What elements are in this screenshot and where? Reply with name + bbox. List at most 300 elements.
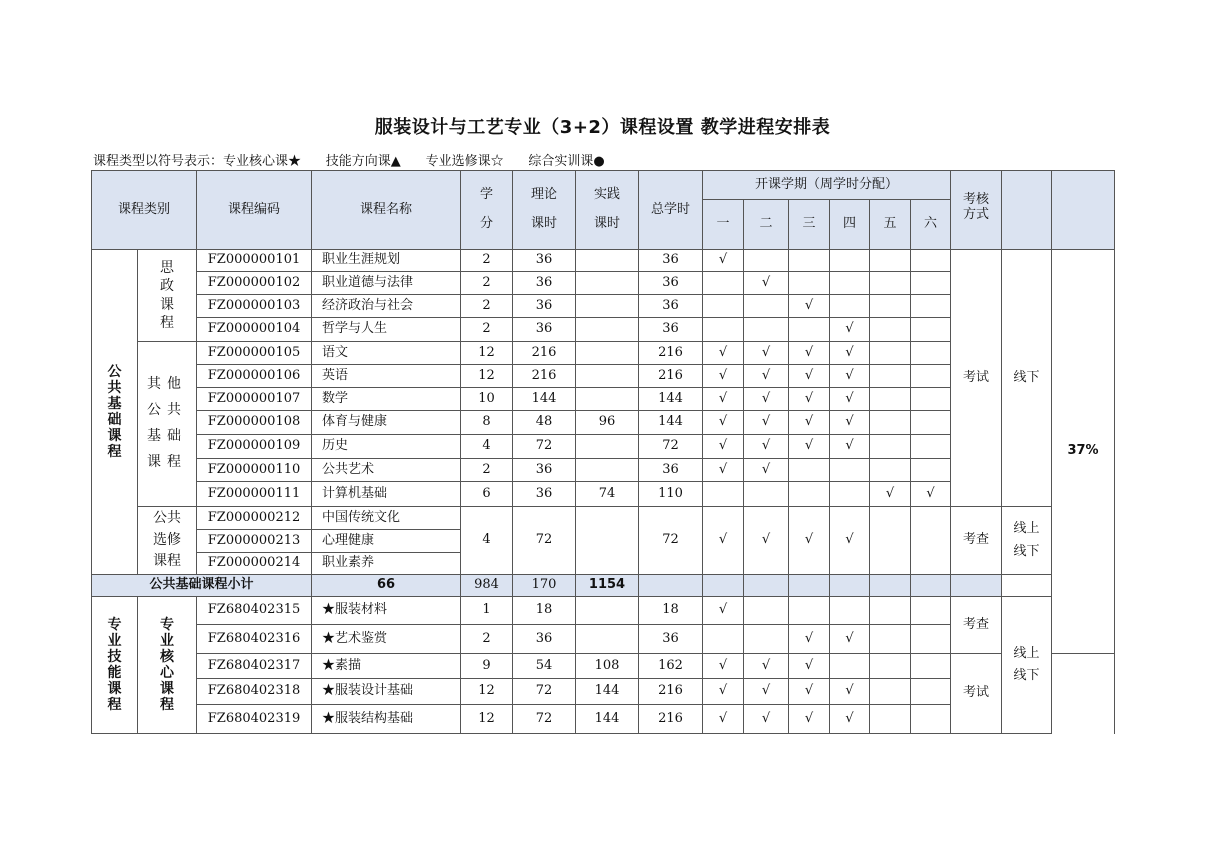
public-row-2-name: 职业道德与法律 xyxy=(312,272,461,295)
public-row-7-semester-1-check: √ xyxy=(703,388,744,411)
public-row-4-semester-5-check xyxy=(870,318,911,342)
subgroup-other-public-line4: 课程 xyxy=(147,453,187,470)
public-row-9-code: FZ000000109 xyxy=(197,435,312,459)
core-row-2-practice xyxy=(576,625,639,654)
public-row-9-credit: 4 xyxy=(461,435,513,459)
subtotal-empty-cell xyxy=(870,575,911,597)
public-row-5-practice xyxy=(576,342,639,365)
public-row-1-credit: 2 xyxy=(461,250,513,272)
public-row-1-code: FZ000000101 xyxy=(197,250,312,272)
subtotal-theory: 984 xyxy=(461,575,513,597)
core-row-3-semester-4-check xyxy=(830,654,870,679)
public-row-5-semester-1-check: √ xyxy=(703,342,744,365)
public-row-2-semester-6-check xyxy=(911,272,951,295)
public-row-8-semester-3-check: √ xyxy=(789,411,830,435)
public-row-5-semester-2-check: √ xyxy=(744,342,789,365)
subtotal-empty-cell xyxy=(789,575,830,597)
core-row-1-semester-6-check xyxy=(911,597,951,625)
elective-semester-6-check xyxy=(911,507,951,575)
public-row-7-semester-6-check xyxy=(911,388,951,411)
public-row-7-practice xyxy=(576,388,639,411)
subtotal-practice: 170 xyxy=(513,575,576,597)
header-credit-line1: 学 xyxy=(480,187,494,203)
subtotal-empty-cell xyxy=(911,575,951,597)
public-row-5-name: 语文 xyxy=(312,342,461,365)
core-row-3-semester-3-check: √ xyxy=(789,654,830,679)
header-semester-group: 开课学期（周学时分配） xyxy=(703,171,951,200)
subgroup-core-char: 心 xyxy=(160,665,174,681)
header-practice-line1: 实践 xyxy=(594,187,621,203)
public-row-3-semester-3-check: √ xyxy=(789,295,830,318)
core-row-4-credit: 12 xyxy=(461,679,513,705)
header-exam-line1: 考核 xyxy=(963,192,990,207)
elective-semester-2-check: √ xyxy=(744,507,789,575)
public-row-1-semester-2-check xyxy=(744,250,789,272)
core-row-1-theory: 18 xyxy=(513,597,576,625)
public-row-4-semester-6-check xyxy=(911,318,951,342)
group-public-char: 基 xyxy=(107,395,122,412)
elective-row-2-code: FZ000000213 xyxy=(197,530,312,553)
subtotal-row xyxy=(92,575,1115,597)
header-code: 课程编码 xyxy=(197,171,312,250)
public-row-5-semester-3-check: √ xyxy=(789,342,830,365)
header-row-1 xyxy=(92,171,1115,200)
public-row-5-semester-6-check xyxy=(911,342,951,365)
public-row-11-total: 110 xyxy=(639,482,703,507)
core-row-4-semester-1-check: √ xyxy=(703,679,744,705)
table-row xyxy=(92,507,1115,530)
public-row-11-semester-4-check xyxy=(830,482,870,507)
public-row-9-semester-5-check xyxy=(870,435,911,459)
public-row-10-practice xyxy=(576,459,639,482)
subgroup-public-elective-line3: 课程 xyxy=(153,553,181,570)
core-row-5-theory: 72 xyxy=(513,705,576,734)
public-row-11-practice: 74 xyxy=(576,482,639,507)
core-row-3-credit: 9 xyxy=(461,654,513,679)
core-row-1-total: 18 xyxy=(639,597,703,625)
public-study-mode: 线下 xyxy=(1002,250,1052,507)
header-semester-5: 五 xyxy=(870,200,911,250)
public-row-10-code: FZ000000110 xyxy=(197,459,312,482)
core-row-3-theory: 54 xyxy=(513,654,576,679)
public-row-6-practice xyxy=(576,365,639,388)
public-row-4-semester-4-check: √ xyxy=(830,318,870,342)
public-row-11-semester-2-check xyxy=(744,482,789,507)
public-row-2-semester-4-check xyxy=(830,272,870,295)
core-row-5-semester-6-check xyxy=(911,705,951,734)
public-row-4-code: FZ000000104 xyxy=(197,318,312,342)
public-row-1-semester-6-check xyxy=(911,250,951,272)
public-row-1-practice xyxy=(576,250,639,272)
subgroup-core-courses xyxy=(138,597,197,734)
core-study-mode-line1: 线上 xyxy=(1013,645,1040,661)
core-row-1-credit: 1 xyxy=(461,597,513,625)
core-row-1-semester-4-check xyxy=(830,597,870,625)
public-row-1-name: 职业生涯规划 xyxy=(312,250,461,272)
elective-credit: 4 xyxy=(461,507,513,575)
subtotal-empty-cell xyxy=(951,575,1002,597)
core-row-2-name: ★艺术鉴赏 xyxy=(312,625,461,654)
public-row-10-semester-1-check: √ xyxy=(703,459,744,482)
public-row-1-semester-4-check xyxy=(830,250,870,272)
public-row-10-semester-4-check xyxy=(830,459,870,482)
core-row-3-total: 162 xyxy=(639,654,703,679)
core-row-1-semester-2-check xyxy=(744,597,789,625)
public-row-1-theory: 36 xyxy=(513,250,576,272)
subtotal-empty-cell xyxy=(703,575,744,597)
public-row-6-semester-5-check xyxy=(870,365,911,388)
core-row-3-practice: 108 xyxy=(576,654,639,679)
public-row-4-total: 36 xyxy=(639,318,703,342)
subgroup-public-elective xyxy=(138,507,197,575)
public-row-11-semester-3-check xyxy=(789,482,830,507)
public-row-5-semester-4-check: √ xyxy=(830,342,870,365)
public-row-3-semester-6-check xyxy=(911,295,951,318)
public-row-6-credit: 12 xyxy=(461,365,513,388)
public-ratio: 37% xyxy=(1052,250,1115,654)
public-row-8-credit: 8 xyxy=(461,411,513,435)
core-row-2-semester-5-check xyxy=(870,625,911,654)
header-exam-line2: 方式 xyxy=(963,206,990,222)
public-row-4-name: 哲学与人生 xyxy=(312,318,461,342)
public-row-10-credit: 2 xyxy=(461,459,513,482)
subgroup-other-public-line1: 其他 xyxy=(147,376,187,393)
public-row-4-practice xyxy=(576,318,639,342)
subtotal-label: 公共基础课程小计 xyxy=(92,575,312,597)
public-row-6-semester-1-check: √ xyxy=(703,365,744,388)
public-row-8-theory: 48 xyxy=(513,411,576,435)
public-row-3-code: FZ000000103 xyxy=(197,295,312,318)
public-row-11-semester-5-check: √ xyxy=(870,482,911,507)
core-row-5-practice: 144 xyxy=(576,705,639,734)
core-row-2-theory: 36 xyxy=(513,625,576,654)
core-row-5-semester-5-check xyxy=(870,705,911,734)
subgroup-public-elective-line2: 选修 xyxy=(153,531,181,548)
public-row-4-semester-2-check xyxy=(744,318,789,342)
public-row-9-theory: 72 xyxy=(513,435,576,459)
header-ratio xyxy=(1052,171,1115,250)
core-row-2-code: FZ680402316 xyxy=(197,625,312,654)
public-row-6-semester-2-check: √ xyxy=(744,365,789,388)
public-row-7-semester-3-check: √ xyxy=(789,388,830,411)
public-row-10-theory: 36 xyxy=(513,459,576,482)
public-row-2-semester-2-check: √ xyxy=(744,272,789,295)
group-public-char: 公 xyxy=(107,363,122,380)
public-row-10-semester-2-check: √ xyxy=(744,459,789,482)
public-row-9-semester-4-check: √ xyxy=(830,435,870,459)
group-professional-char: 技 xyxy=(107,648,122,665)
course-type-legend: 课程类型以符号表示：专业核心课★ 技能方向课▲ 专业选修课☆ 综合实训课● xyxy=(93,154,605,169)
elective-semester-3-check: √ xyxy=(789,507,830,575)
header-theory-line2: 课时 xyxy=(531,216,558,231)
subtotal-empty-cell xyxy=(744,575,789,597)
header-credit-line2: 分 xyxy=(480,216,494,231)
elective-study-mode-line2: 线下 xyxy=(1013,543,1040,559)
public-row-4-semester-3-check xyxy=(789,318,830,342)
core-row-2-semester-6-check xyxy=(911,625,951,654)
core-row-3-semester-6-check xyxy=(911,654,951,679)
public-row-11-theory: 36 xyxy=(513,482,576,507)
public-row-5-semester-5-check xyxy=(870,342,911,365)
public-row-11-code: FZ000000111 xyxy=(197,482,312,507)
public-row-7-semester-4-check: √ xyxy=(830,388,870,411)
header-theory-line1: 理论 xyxy=(531,187,558,203)
core-row-3-name: ★素描 xyxy=(312,654,461,679)
subgroup-core-char: 专 xyxy=(160,616,174,633)
subgroup-ideology-char: 思 xyxy=(160,260,174,277)
group-professional-char: 能 xyxy=(107,665,122,681)
header-mode xyxy=(1002,171,1052,250)
header-total: 总学时 xyxy=(639,171,703,250)
public-row-3-semester-2-check xyxy=(744,295,789,318)
core-row-5-name: ★服装结构基础 xyxy=(312,705,461,734)
header-semester-6: 六 xyxy=(911,200,951,250)
elective-semester-1-check: √ xyxy=(703,507,744,575)
core-row-2-total: 36 xyxy=(639,625,703,654)
public-row-6-code: FZ000000106 xyxy=(197,365,312,388)
group-professional-char: 业 xyxy=(107,632,122,649)
subgroup-ideology xyxy=(138,250,197,342)
group-public-char: 课 xyxy=(107,428,122,445)
public-row-9-semester-3-check: √ xyxy=(789,435,830,459)
public-row-8-total: 144 xyxy=(639,411,703,435)
group-professional-char: 课 xyxy=(107,681,122,698)
elective-total: 72 xyxy=(639,507,703,575)
public-row-5-credit: 12 xyxy=(461,342,513,365)
public-row-7-semester-5-check xyxy=(870,388,911,411)
public-row-1-semester-5-check xyxy=(870,250,911,272)
public-row-3-practice xyxy=(576,295,639,318)
public-row-3-semester-5-check xyxy=(870,295,911,318)
elective-row-1-code: FZ000000212 xyxy=(197,507,312,530)
public-row-6-semester-4-check: √ xyxy=(830,365,870,388)
public-row-5-total: 216 xyxy=(639,342,703,365)
public-row-9-total: 72 xyxy=(639,435,703,459)
core-row-4-semester-2-check: √ xyxy=(744,679,789,705)
header-credit xyxy=(461,171,513,250)
public-row-11-semester-6-check: √ xyxy=(911,482,951,507)
public-row-3-total: 36 xyxy=(639,295,703,318)
subtotal-empty-cell xyxy=(830,575,870,597)
public-row-1-semester-1-check: √ xyxy=(703,250,744,272)
core-row-3-semester-1-check: √ xyxy=(703,654,744,679)
core-study-mode-line2: 线下 xyxy=(1013,668,1040,683)
core-row-2-semester-4-check: √ xyxy=(830,625,870,654)
subtotal-credit: 66 xyxy=(312,575,461,597)
public-row-3-theory: 36 xyxy=(513,295,576,318)
subgroup-ideology-char: 课 xyxy=(160,296,174,313)
public-row-3-credit: 2 xyxy=(461,295,513,318)
public-row-3-semester-4-check xyxy=(830,295,870,318)
public-row-2-practice xyxy=(576,272,639,295)
public-row-9-practice xyxy=(576,435,639,459)
elective-study-mode-line1: 线上 xyxy=(1013,521,1040,537)
core-row-5-code: FZ680402319 xyxy=(197,705,312,734)
table-row xyxy=(92,597,1115,625)
header-semester-3: 三 xyxy=(789,200,830,250)
core-row-2-credit: 2 xyxy=(461,625,513,654)
public-row-4-theory: 36 xyxy=(513,318,576,342)
public-row-8-semester-2-check: √ xyxy=(744,411,789,435)
table-body xyxy=(92,171,1115,734)
table-row xyxy=(92,654,1115,679)
subgroup-ideology-char: 程 xyxy=(160,314,174,331)
public-row-8-practice: 96 xyxy=(576,411,639,435)
public-row-2-theory: 36 xyxy=(513,272,576,295)
group-professional-courses xyxy=(92,597,138,734)
public-row-7-code: FZ000000107 xyxy=(197,388,312,411)
public-row-6-semester-3-check: √ xyxy=(789,365,830,388)
core-row-2-semester-1-check xyxy=(703,625,744,654)
subgroup-core-char: 业 xyxy=(160,632,174,649)
elective-semester-5-check xyxy=(870,507,911,575)
public-row-10-total: 36 xyxy=(639,459,703,482)
public-row-4-semester-1-check xyxy=(703,318,744,342)
course-schedule-table xyxy=(91,170,1115,734)
subtotal-total: 1154 xyxy=(576,575,639,597)
public-row-10-semester-3-check xyxy=(789,459,830,482)
core-row-4-practice: 144 xyxy=(576,679,639,705)
core-study-mode xyxy=(1002,597,1052,734)
elective-theory: 72 xyxy=(513,507,576,575)
core-row-4-semester-5-check xyxy=(870,679,911,705)
public-row-2-semester-3-check xyxy=(789,272,830,295)
core-row-5-credit: 12 xyxy=(461,705,513,734)
elective-exam-method: 考查 xyxy=(951,507,1002,575)
core-exam-method-b: 考试 xyxy=(951,654,1002,734)
subgroup-other-public xyxy=(138,342,197,507)
public-row-11-semester-1-check xyxy=(703,482,744,507)
public-row-7-name: 数学 xyxy=(312,388,461,411)
public-row-5-theory: 216 xyxy=(513,342,576,365)
public-row-7-total: 144 xyxy=(639,388,703,411)
public-row-9-semester-1-check: √ xyxy=(703,435,744,459)
core-row-4-code: FZ680402318 xyxy=(197,679,312,705)
public-row-10-name: 公共艺术 xyxy=(312,459,461,482)
public-row-6-semester-6-check xyxy=(911,365,951,388)
public-row-6-name: 英语 xyxy=(312,365,461,388)
core-row-4-semester-4-check: √ xyxy=(830,679,870,705)
subgroup-other-public-line3: 基础 xyxy=(147,428,187,444)
group-professional-char: 专 xyxy=(107,616,122,633)
core-row-1-semester-5-check xyxy=(870,597,911,625)
public-row-8-semester-4-check: √ xyxy=(830,411,870,435)
public-row-2-code: FZ000000102 xyxy=(197,272,312,295)
public-row-2-semester-1-check xyxy=(703,272,744,295)
public-exam-method: 考试 xyxy=(951,250,1002,507)
subgroup-core-char: 程 xyxy=(160,697,174,714)
public-row-1-semester-3-check xyxy=(789,250,830,272)
header-semester-4: 四 xyxy=(830,200,870,250)
elective-row-3-name: 职业素养 xyxy=(312,553,461,575)
public-row-7-semester-2-check: √ xyxy=(744,388,789,411)
header-practice xyxy=(576,171,639,250)
core-row-4-semester-6-check xyxy=(911,679,951,705)
page-title: 服装设计与工艺专业（3+2）课程设置 教学进程安排表 xyxy=(374,117,831,138)
elective-row-2-name: 心理健康 xyxy=(312,530,461,553)
core-row-1-name: ★服装材料 xyxy=(312,597,461,625)
group-professional-char: 程 xyxy=(107,697,122,714)
core-row-2-semester-3-check: √ xyxy=(789,625,830,654)
public-row-3-name: 经济政治与社会 xyxy=(312,295,461,318)
public-row-2-semester-5-check xyxy=(870,272,911,295)
core-row-3-semester-5-check xyxy=(870,654,911,679)
core-row-4-name: ★服装设计基础 xyxy=(312,679,461,705)
public-row-9-semester-6-check xyxy=(911,435,951,459)
table-row xyxy=(92,250,1115,272)
subtotal-empty-cell xyxy=(639,575,703,597)
public-row-11-credit: 6 xyxy=(461,482,513,507)
group-public-char: 础 xyxy=(107,412,122,428)
elective-practice xyxy=(576,507,639,575)
core-exam-method-a: 考查 xyxy=(951,597,1002,654)
core-row-3-semester-2-check: √ xyxy=(744,654,789,679)
core-row-5-semester-2-check: √ xyxy=(744,705,789,734)
core-row-3-code: FZ680402317 xyxy=(197,654,312,679)
public-row-11-name: 计算机基础 xyxy=(312,482,461,507)
header-theory xyxy=(513,171,576,250)
public-row-8-name: 体育与健康 xyxy=(312,411,461,435)
subgroup-public-elective-line1: 公共 xyxy=(153,509,181,526)
public-row-2-total: 36 xyxy=(639,272,703,295)
public-row-7-theory: 144 xyxy=(513,388,576,411)
public-row-8-semester-5-check xyxy=(870,411,911,435)
subgroup-core-char: 核 xyxy=(160,648,174,665)
core-row-1-semester-1-check: √ xyxy=(703,597,744,625)
public-row-4-credit: 2 xyxy=(461,318,513,342)
public-row-10-semester-6-check xyxy=(911,459,951,482)
header-name: 课程名称 xyxy=(312,171,461,250)
public-row-6-total: 216 xyxy=(639,365,703,388)
public-row-8-code: FZ000000108 xyxy=(197,411,312,435)
core-row-2-semester-2-check xyxy=(744,625,789,654)
subgroup-ideology-char: 政 xyxy=(160,278,174,295)
elective-row-3-code: FZ000000214 xyxy=(197,553,312,575)
public-row-7-credit: 10 xyxy=(461,388,513,411)
core-row-4-semester-3-check: √ xyxy=(789,679,830,705)
subgroup-core-char: 课 xyxy=(160,681,174,698)
public-row-3-semester-1-check xyxy=(703,295,744,318)
group-public-char: 共 xyxy=(107,379,122,396)
core-row-5-semester-3-check: √ xyxy=(789,705,830,734)
core-row-1-semester-3-check xyxy=(789,597,830,625)
header-exam xyxy=(951,171,1002,250)
core-row-4-theory: 72 xyxy=(513,679,576,705)
subgroup-other-public-line2: 公共 xyxy=(147,402,187,419)
elective-study-mode xyxy=(1002,507,1052,575)
core-row-4-total: 216 xyxy=(639,679,703,705)
public-row-8-semester-6-check xyxy=(911,411,951,435)
public-row-6-theory: 216 xyxy=(513,365,576,388)
elective-semester-4-check: √ xyxy=(830,507,870,575)
header-practice-line2: 课时 xyxy=(594,216,621,231)
core-row-1-practice xyxy=(576,597,639,625)
group-public-char: 程 xyxy=(107,444,122,461)
public-row-8-semester-1-check: √ xyxy=(703,411,744,435)
header-semester-2: 二 xyxy=(744,200,789,250)
public-row-9-name: 历史 xyxy=(312,435,461,459)
public-row-2-credit: 2 xyxy=(461,272,513,295)
public-row-5-code: FZ000000105 xyxy=(197,342,312,365)
core-row-5-semester-1-check: √ xyxy=(703,705,744,734)
public-row-1-total: 36 xyxy=(639,250,703,272)
core-row-5-total: 216 xyxy=(639,705,703,734)
public-row-10-semester-5-check xyxy=(870,459,911,482)
core-row-1-code: FZ680402315 xyxy=(197,597,312,625)
core-row-5-semester-4-check: √ xyxy=(830,705,870,734)
public-row-9-semester-2-check: √ xyxy=(744,435,789,459)
header-semester-1: 一 xyxy=(703,200,744,250)
